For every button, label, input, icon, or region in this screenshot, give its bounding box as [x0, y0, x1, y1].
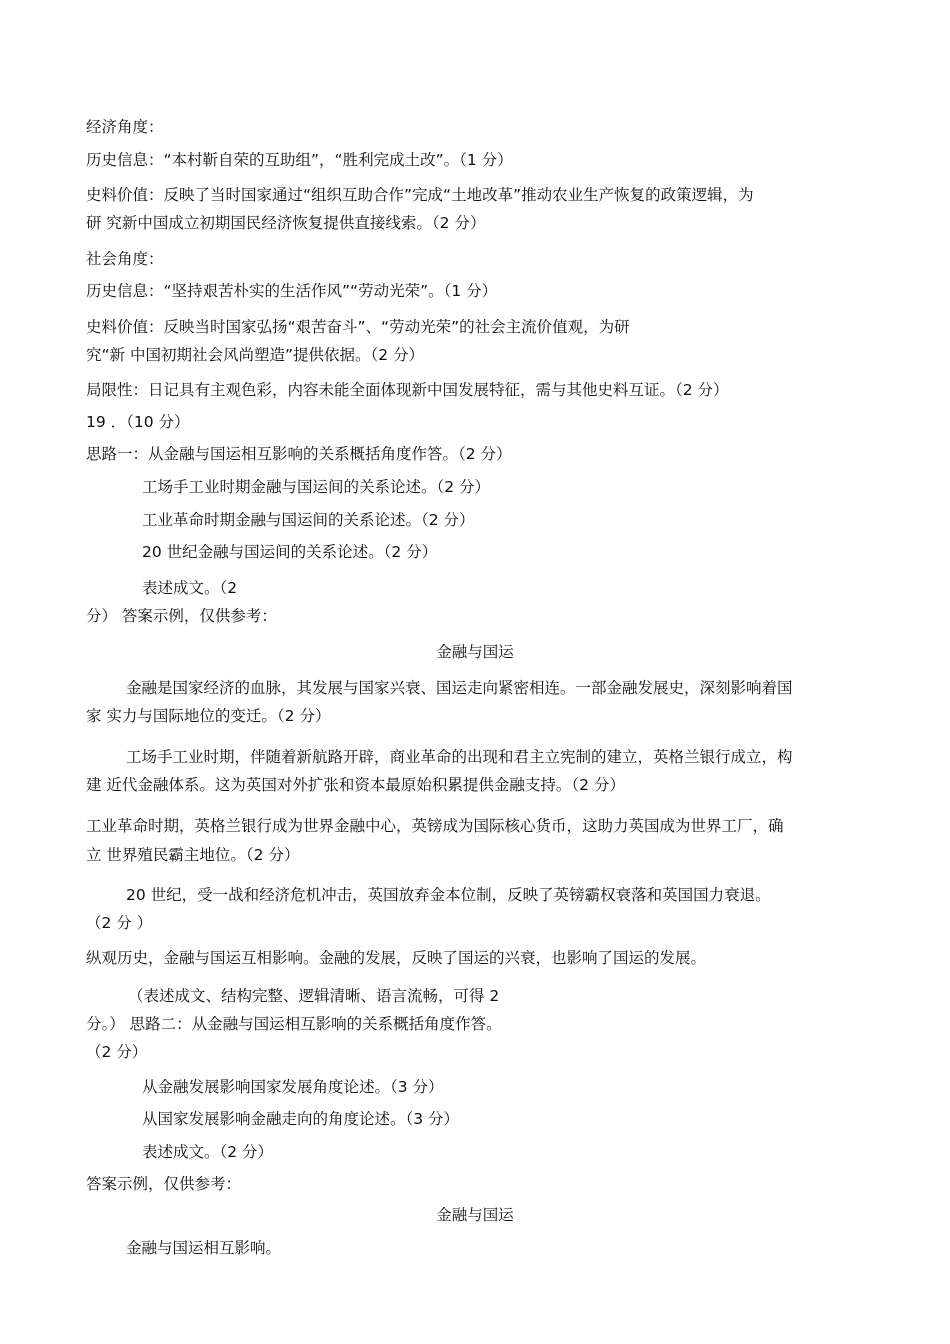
essay-one-p3-line-1: 工业革命时期，英格兰银行成为世界金融中心，英镑成为国际核心货币，这助力英国成为世界工厂，确	[86, 817, 784, 835]
social-value-line-2: 究“新 中国初期社会风尚塑造”提供依据。（2 分）	[86, 346, 425, 364]
idea-one-heading: 思路一：从金融与国运相互影响的关系概括角度作答。（2 分）	[86, 445, 512, 463]
essay-two-title: 金融与国运	[436, 1206, 514, 1224]
essay-one-p2-line-1: 工场手工业时期，伴随着新航路开辟，商业革命的出现和君主立宪制的建立，英格兰银行成立，构	[126, 748, 793, 766]
essay-one-p6-line-2: 分。） 思路二：从金融与国运相互影响的关系概括角度作答。	[86, 1015, 502, 1033]
idea-one-point-1: 工场手工业时期金融与国运间的关系论述。（2 分）	[142, 478, 491, 496]
social-value-line-1: 史料价值：反映当时国家弘扬“艰苦奋斗”、“劳动光荣”的社会主流价值观，为研	[86, 318, 630, 336]
essay-one-p4-line-1: 20 世纪，受一战和经济危机冲击，英国放弃金本位制，反映了英镑霸权衰落和英国国力衰退。	[126, 886, 771, 904]
essay-one-p6-line-1: （表述成文、结构完整、逻辑清晰、语言流畅，可得 2	[128, 987, 500, 1005]
question-19-number: 19 ．（10 分）	[86, 413, 190, 431]
econ-value-line-1: 史料价值：反映了当时国家通过“组织互助合作”完成“土地改革”推动农业生产恢复的政策逻辑，为	[86, 186, 754, 204]
idea-one-point-4: 表述成文。（2	[142, 579, 238, 597]
essay-one-p5: 纵观历史，金融与国运互相影响。金融的发展，反映了国运的兴衰，也影响了国运的发展。	[86, 949, 707, 967]
limitation: 局限性：日记具有主观色彩，内容未能全面体现新中国发展特征，需与其他史料互证。（2 分）	[86, 381, 729, 399]
essay-one-title: 金融与国运	[436, 643, 514, 661]
idea-one-point-3: 20 世纪金融与国运间的关系论述。（2 分）	[142, 543, 438, 561]
idea-two-point-2: 从国家发展影响金融走向的角度论述。（3 分）	[142, 1110, 460, 1128]
essay-one-p1-line-2: 家 实力与国际地位的变迁。（2 分）	[86, 707, 331, 725]
econ-historical-info: 历史信息：“本村靳自荣的互助组”，“胜利完成土改”。（1 分）	[86, 151, 513, 169]
idea-one-point-2: 工业革命时期金融与国运间的关系论述。（2 分）	[142, 511, 475, 529]
essay-two-p1: 金融与国运相互影响。	[126, 1239, 282, 1257]
econ-value-line-2: 研 究新中国成立初期国民经济恢复提供直接线索。（2 分）	[86, 214, 486, 232]
essay-one-p1-line-1: 金融是国家经济的血脉，其发展与国家兴衰、国运走向紧密相连。一部金融发展史，深刻影响着国	[126, 679, 793, 697]
essay-one-p3-line-2: 立 世界殖民霸主地位。（2 分）	[86, 846, 300, 864]
econ-heading: 经济角度：	[86, 118, 164, 136]
essay-one-p6-line-3: （2 分）	[86, 1043, 148, 1061]
idea-two-point-1: 从金融发展影响国家发展角度论述。（3 分）	[142, 1078, 444, 1096]
essay-one-p4-line-2: （2 分 ）	[86, 914, 153, 932]
essay-one-p2-line-2: 建 近代金融体系。这为英国对外扩张和资本最原始积累提供金融支持。（2 分）	[86, 776, 625, 794]
social-historical-info: 历史信息：“坚持艰苦朴实的生活作风”“劳动光荣”。（1 分）	[86, 282, 498, 300]
idea-two-example-label: 答案示例，仅供参考：	[86, 1175, 242, 1193]
idea-two-point-3: 表述成文。（2 分）	[142, 1143, 274, 1161]
social-heading: 社会角度：	[86, 250, 164, 268]
idea-one-tail: 分） 答案示例，仅供参考：	[86, 607, 277, 625]
